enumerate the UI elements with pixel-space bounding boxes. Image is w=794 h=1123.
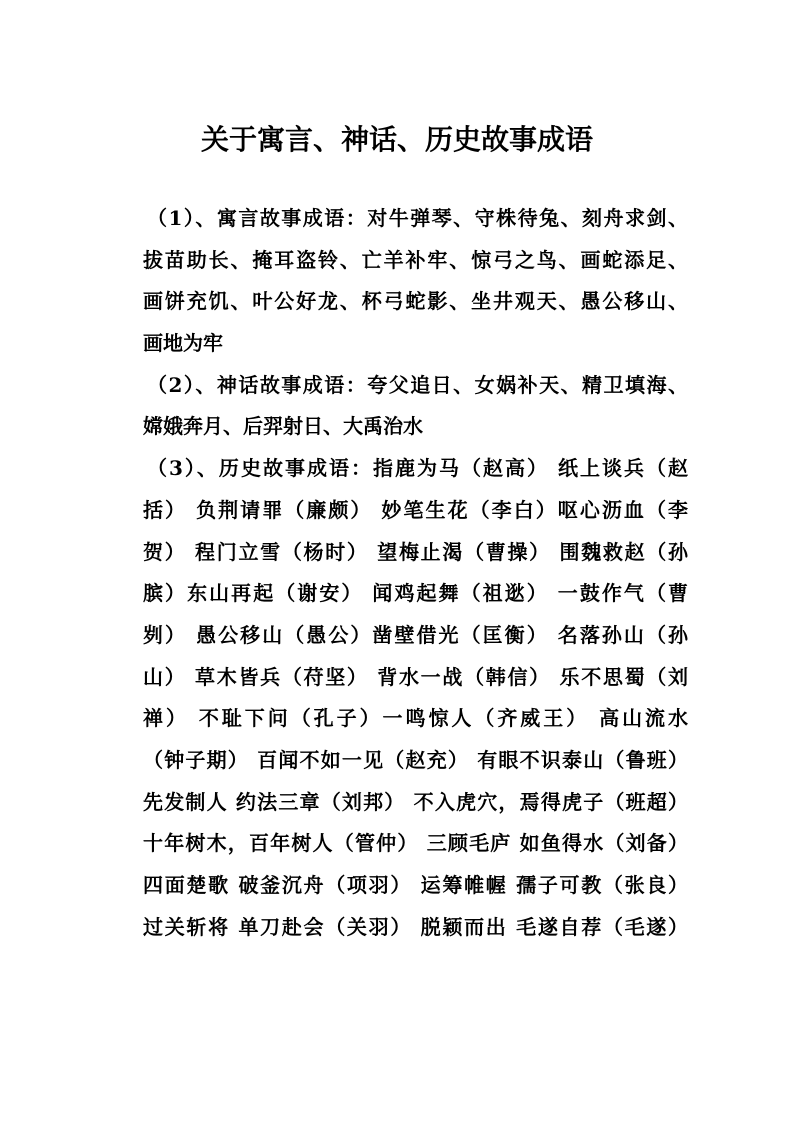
text-line: 先发制人 约法三章（刘邦） 不入虎穴，焉得虎子（班超） (143, 789, 688, 814)
text-line: 四面楚歌 破釜沉舟（项羽） 运筹帷幄 孺子可教（张良） (143, 873, 688, 897)
text-line: 括） 负荆请罪（廉颇） 妙笔生花（李白）呕心沥血（李 (143, 497, 688, 522)
text-line: 画地为牢 (143, 331, 223, 356)
text-line: 拔苗助长、掩耳盗铃、亡羊补牢、惊弓之鸟、画蛇添足、 (143, 247, 688, 272)
text-line: （钟子期） 百闻不如一见（赵充） 有眼不识泰山（鲁班） (143, 747, 688, 772)
text-line: 禅） 不耻下问（孔子）一鸣惊人（齐威王） 高山流水 (143, 706, 688, 731)
document-title: 关于寓言、神话、历史故事成语 (200, 123, 593, 156)
text-line: 十年树木，百年树人（管仲） 三顾毛庐 如鱼得水（刘备） (143, 831, 688, 856)
text-line: 贺） 程门立雪（杨时） 望梅止渴（曹操） 围魏救赵（孙 (143, 539, 688, 564)
text-line: （1）、寓言故事成语：对牛弹琴、守株待兔、刻舟求剑、 (147, 206, 688, 230)
document-body (143, 198, 688, 948)
text-line: （3）、历史故事成语：指鹿为马（赵高） 纸上谈兵（赵 (147, 456, 688, 481)
text-line: 画饼充饥、叶公好龙、杯弓蛇影、坐井观天、愚公移山、 (143, 289, 688, 314)
text-line: 过关斩将 单刀赴会（关羽） 脱颖而出 毛遂自荐（毛遂） (143, 914, 688, 939)
text-line: 嫦娥奔月、后羿射日、大禹治水 (143, 414, 423, 439)
text-line: 膑）东山再起（谢安） 闻鸡起舞（祖逖） 一鼓作气（曹 (143, 581, 688, 606)
text-line: （2）、神话故事成语：夸父追日、女娲补天、精卫填海、 (147, 372, 688, 397)
text-line: 山） 草木皆兵（苻坚） 背水一战（韩信） 乐不思蜀（刘 (143, 664, 688, 689)
text-line: 刿） 愚公移山（愚公）凿壁借光（匡衡） 名落孙山（孙 (143, 622, 688, 647)
